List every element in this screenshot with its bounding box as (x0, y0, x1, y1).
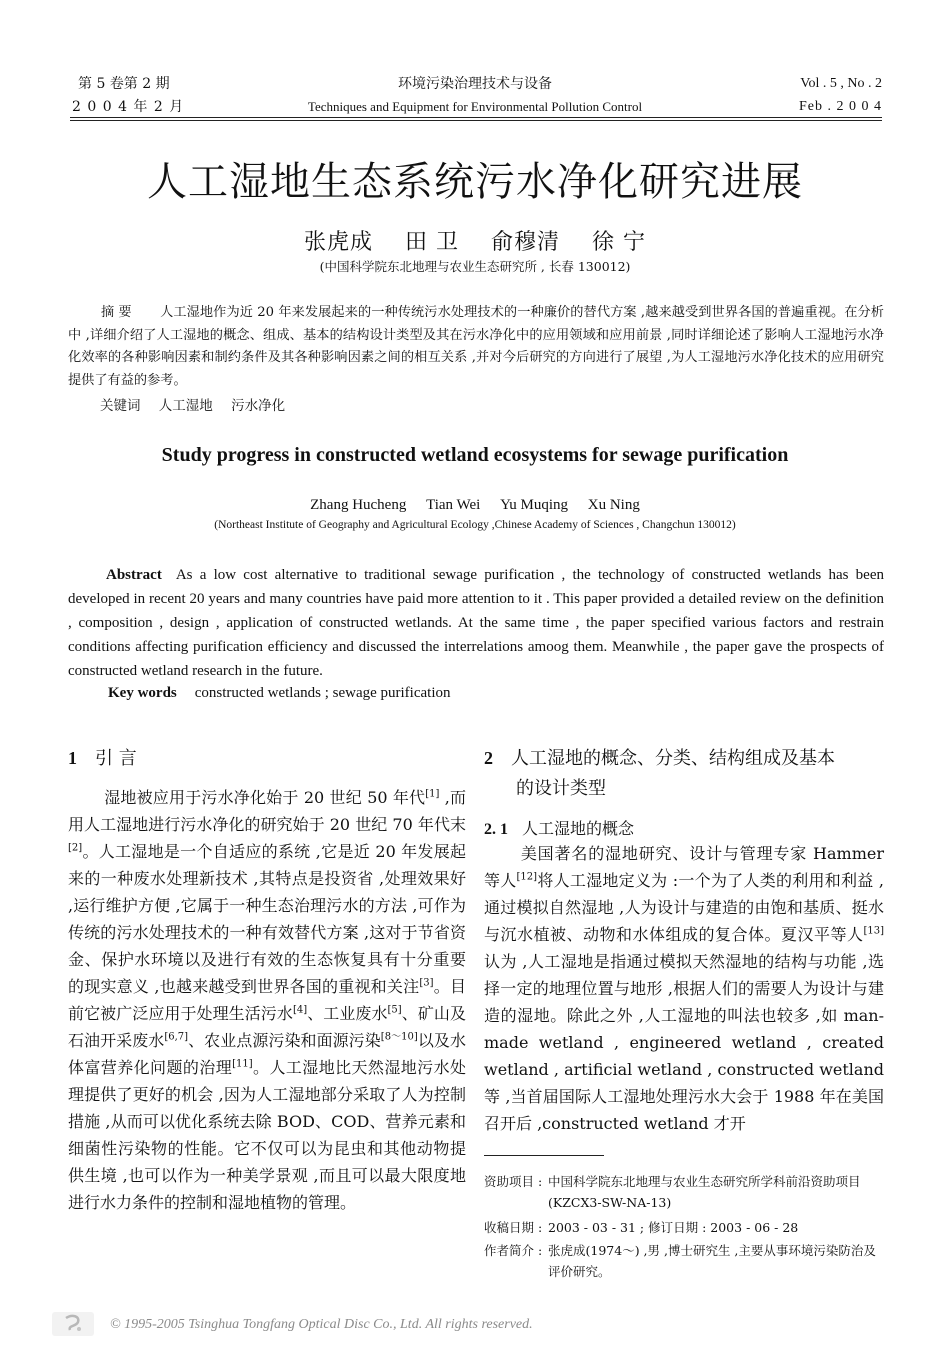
footnote-funding (484, 1171, 884, 1213)
footnote-label: 收稿日期 : (484, 1220, 543, 1235)
en-keywords (108, 685, 451, 702)
en-author-list (0, 497, 950, 514)
section-title: 引 言 (95, 748, 137, 769)
header-rule (70, 117, 882, 118)
body-text: 。目前它被广泛应用于处理生活污水 (68, 977, 466, 1023)
citation: [3] (419, 977, 434, 989)
subsection-2-1-heading (484, 816, 884, 839)
en-affiliation: (Northeast Institute of Geography and Agricultural Ecology ,Chinese Academy of Sciences , Changchun 130012) (214, 519, 736, 531)
header-volume: Vol . 5 , No . 2 (800, 76, 882, 91)
body-text: 、工业废水 (307, 1004, 388, 1023)
en-author-name: Zhang Hucheng (310, 497, 407, 513)
body-text: 湿地被应用于污水净化始于 20 世纪 50 年代 (104, 788, 426, 807)
header-journal-cn: 环境污染治理技术与设备 (398, 76, 552, 92)
body-text: ,而用人工湿地进行污水净化的研究始于 20 世纪 70 年代末 (68, 788, 466, 834)
en-keywords-text: constructed wetlands ; sewage purification (194, 685, 451, 701)
citation: [12] (516, 871, 538, 883)
footnote-label: 作者简介 : (484, 1243, 543, 1258)
cn-abstract (68, 302, 884, 392)
body-text: 美国著名的湿地研究、设计与管理专家 Hammer 等人 (484, 844, 884, 890)
cn-keywords (100, 394, 299, 414)
author-name: 田 卫 (405, 230, 459, 255)
affiliation: (中国科学院东北地理与农业生态研究所 , 长春 130012) (319, 259, 631, 274)
en-author-name: Xu Ning (587, 497, 640, 513)
cn-abstract-label: 摘 要 (101, 305, 132, 320)
footnote-author (484, 1240, 884, 1282)
en-abstract-text: As a low cost alternative to traditional sewage purification , the technology of constructed wetlands has been developed in recent 20 years and many countries have paid more attention to it . This paper provided a detailed review on the definition , composition , design , application of constructed wetlands. At the same time , the paper specified various factors and restrain conditions affecting purification efficiency and discussed the interrelations amoog them. Meanwhile , the paper gave the prospects of constructed wetland research in the future. (68, 567, 884, 679)
citation: [5] (387, 1004, 402, 1016)
en-keywords-label: Key words (108, 685, 177, 701)
body-text: 认为 ,人工湿地是指通过模拟天然湿地的结构与功能 ,选择一定的地理位置与地形 ,根据人们的需要人为设计与建造的湿地。除此之外 ,人工湿地的叫法也较多 ,如 man-made wetland , engineered wetland , created wetland , artificial wetland , constructed wetland 等 ,当首届国际人工湿地处理污水大会于 1988 年在美国召开后 ,constructed wetland 才开 (484, 952, 884, 1133)
citation: [4] (292, 1004, 308, 1016)
citation: [13] (863, 925, 884, 937)
section-1-heading (68, 744, 466, 770)
en-author-name: Tian Wei (426, 497, 481, 513)
header-date: 2 0 0 4 年 2 月 (72, 99, 185, 115)
subsection-2-1-body (484, 840, 884, 1137)
footnote-received (484, 1217, 884, 1238)
header-issue: 第 5 卷第 2 期 (78, 76, 170, 92)
citation: [1] (425, 788, 440, 800)
en-abstract (68, 563, 884, 683)
subsection-number: 2. 1 (484, 821, 508, 838)
author-name: 张虎成 (303, 230, 373, 255)
author-name: 徐 宁 (592, 230, 647, 255)
cn-keyword: 人工湿地 (158, 398, 213, 414)
citation: [6,7] (164, 1031, 189, 1043)
en-title: Study progress in constructed wetland ecosystems for sewage purification (161, 444, 789, 466)
section-2-heading (484, 744, 884, 770)
cn-abstract-text: 人工湿地作为近 20 年来发展起来的一种传统污水处理技术的一种廉价的替代方案 ,越来越受到世界各国的普遍重视。在分析中 ,详细介绍了人工湿地的概念、组成、基本的结构设计类型及其在污水净化中的应用领域和应用前景 ,同时详细论述了影响人工湿地污水净化效率的各种影响因素和制约条件及其各种影响因素之间的相互关系 ,并对今后研究的方向进行了展望 ,为人工湿地污水净化技术的应用研究提供了有益的参考。 (68, 305, 884, 388)
body-text: 以及水体富营养化问题的治理 (68, 1031, 466, 1077)
section-number: 2 (484, 748, 493, 768)
section-title: 人工湿地的概念、分类、结构组成及基本 (511, 748, 835, 769)
footnote-text: 中国科学院东北地理与农业生态研究所学科前沿资助项目(KZCX3-SW-NA-13) (548, 1174, 861, 1210)
section-number: 1 (68, 748, 77, 768)
body-text: 将人工湿地定义为 :一个为了人类的利用和利益 ,通过模拟自然湿地 ,人为设计与建造的由饱和基质、挺水与沉水植被、动物和水体组成的复合体。夏汉平等人 (484, 871, 884, 944)
footnote-label: 资助项目 : (484, 1174, 543, 1189)
body-text: 、矿山及石油开采废水 (68, 1004, 466, 1050)
citation: [8～10] (380, 1031, 418, 1043)
author-list (0, 225, 950, 256)
body-text: 。人工湿地比天然湿地污水处理提供了更好的机会 ,因为人工湿地部分采取了人为控制措施 ,从而可以优化系统去除 BOD、COD、营养元素和细菌性污染物的性能。它不仅可以为昆虫和其他动物提供生境 ,也可以作为一种美学景观 ,而且可以最大限度地进行水力条件的控制和湿地植物的管理。 (68, 1058, 466, 1212)
cn-keyword: 污水净化 (231, 398, 286, 414)
header-journal-en: Techniques and Equipment for Environmental Pollution Control (307, 99, 643, 114)
author-name: 俞穆清 (491, 230, 561, 255)
header-rule-2 (70, 120, 882, 121)
body-text: 。人工湿地是一个自适应的系统 ,它是近 20 年发展起来的一种废水处理新技术 ,其特点是投资省 ,处理效果好 ,运行维护方便 ,它属于一种生态治理污水的方法 ,可作为传统的污水处理技术的一种有效替代方案 ,这对于节省资金、保护水环境以及进行有效的生态恢复具有十分重要的现实意义 ,也越来越受到世界各国的重视和关注 (68, 842, 466, 996)
section-1-body (68, 784, 466, 1216)
footnote-text: 2003 - 03 - 31 ; 修订日期 : 2003 - 06 - 28 (548, 1220, 799, 1235)
citation: [11] (232, 1058, 253, 1070)
header-month: Feb . 2 0 0 4 (799, 99, 882, 114)
footnote-text: 张虎成(1974～) ,男 ,博士研究生 ,主要从事环境污染防治及评价研究。 (548, 1243, 876, 1279)
subsection-title: 人工湿地的概念 (522, 819, 635, 838)
cn-keywords-label: 关键词 (100, 398, 141, 414)
section-2-heading-line2: 的设计类型 (516, 778, 606, 799)
paper-title: 人工湿地生态系统污水净化研究进展 (147, 159, 803, 205)
publisher-logo-icon (52, 1312, 94, 1336)
copyright-notice: © 1995-2005 Tsinghua Tongfang Optical Disc Co., Ltd. All rights reserved. (110, 1317, 533, 1332)
en-author-name: Yu Muqing (500, 497, 569, 513)
en-abstract-label: Abstract (106, 567, 162, 583)
footnote-rule (484, 1155, 604, 1156)
citation: [2] (68, 842, 83, 854)
body-text: 、农业点源污染和面源污染 (188, 1031, 381, 1050)
